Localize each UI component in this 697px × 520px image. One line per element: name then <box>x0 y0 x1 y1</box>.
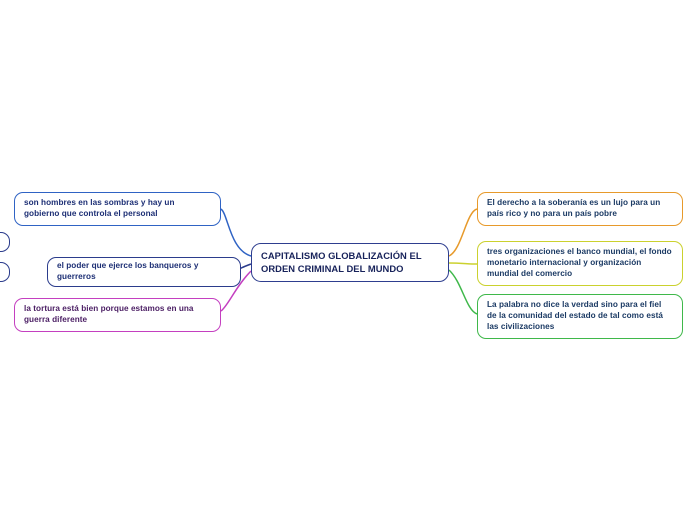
branch-node-organizaciones[interactable] <box>477 241 683 286</box>
offscreen-stub-top <box>0 232 10 252</box>
connector-organizaciones <box>449 263 477 264</box>
offscreen-stub-bottom <box>0 262 10 282</box>
branch-label-soberania: El derecho a la soberanía es un lujo para un país rico y no para un país pobre <box>487 198 661 218</box>
connector-banqueros <box>240 264 251 270</box>
central-topic-node[interactable] <box>251 243 449 282</box>
branch-node-soberania[interactable] <box>477 192 683 226</box>
branch-label-sombras: son hombres en las sombras y hay un gobierno que controla el personal <box>24 198 175 218</box>
offscreen-stub-bottom-label <box>0 263 9 280</box>
branch-label-palabra: La palabra no dice la verdad sino para el fiel de la comunidad del estado de tal como está las civilizaciones <box>487 300 663 331</box>
branch-node-palabra[interactable] <box>477 294 683 339</box>
branch-node-sombras[interactable] <box>14 192 221 226</box>
central-topic-label: CAPITALISMO GLOBALIZACIÓN EL ORDEN CRIMINAL DEL MUNDO <box>261 249 422 274</box>
connector-palabra <box>449 270 477 314</box>
branch-node-tortura[interactable] <box>14 298 221 332</box>
branch-node-banqueros[interactable] <box>47 257 241 287</box>
branch-label-banqueros: el poder que ejerce los banqueros y guerreros <box>57 261 199 281</box>
branch-label-tortura: la tortura está bien porque estamos en una guerra diferente <box>24 304 194 324</box>
offscreen-stub-top-label <box>0 233 9 250</box>
connector-sombras <box>221 209 251 256</box>
connector-soberania <box>449 209 477 256</box>
branch-label-organizaciones: tres organizaciones el banco mundial, el fondo monetario internacional y organización mundial del comercio <box>487 247 672 278</box>
